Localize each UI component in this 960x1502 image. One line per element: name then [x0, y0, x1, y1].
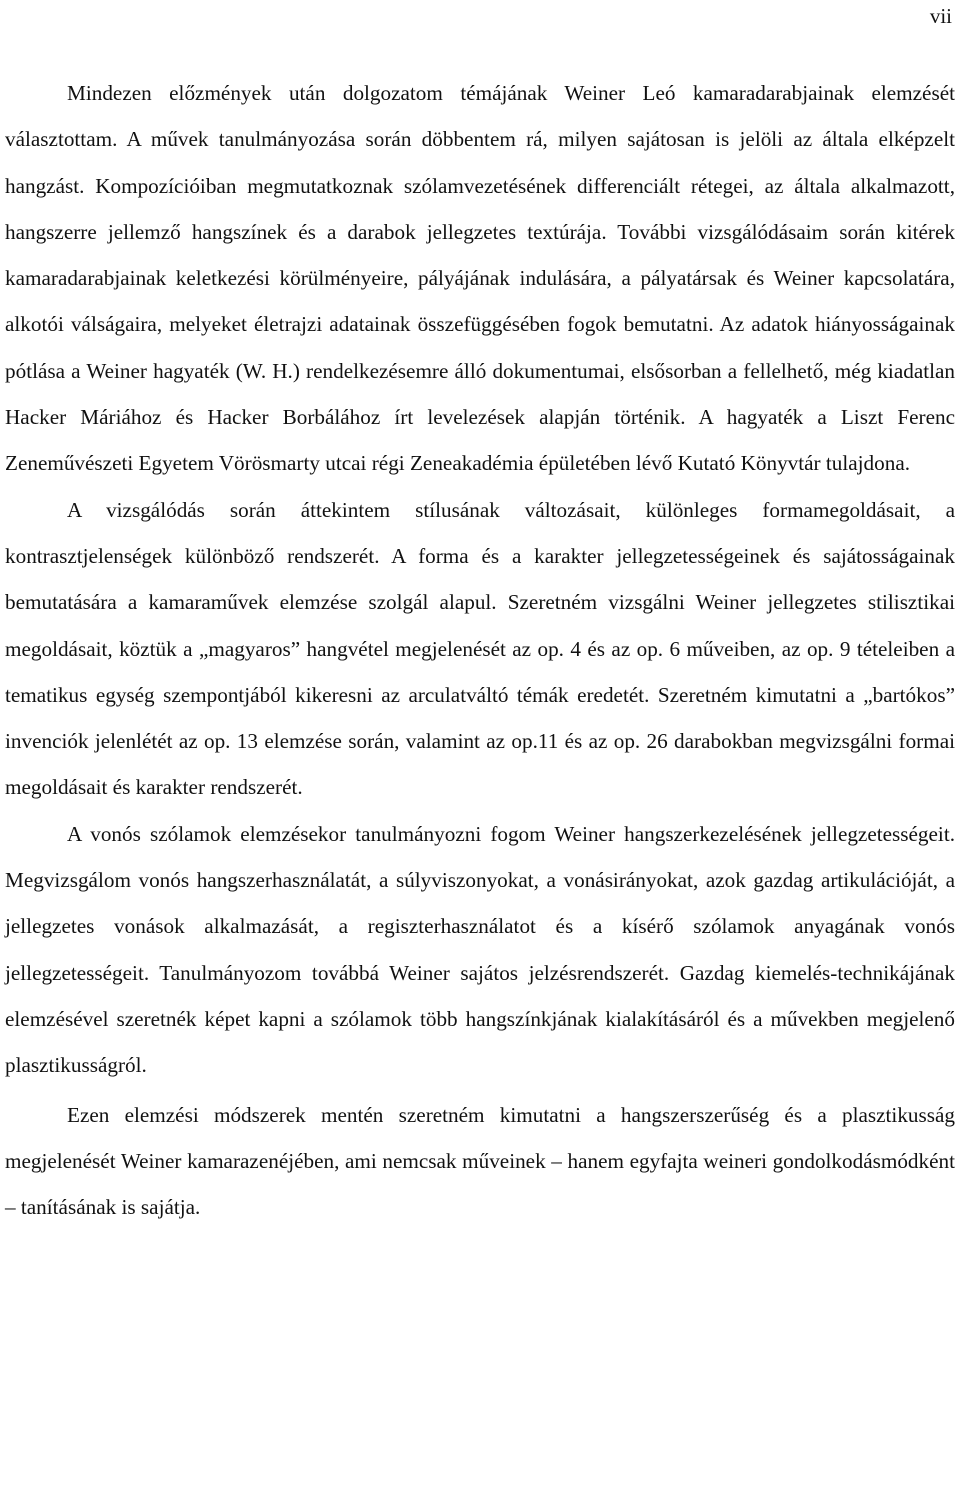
paragraph: Mindezen előzmények után dolgozatom témájának Weiner Leó kamaradarabjainak elemzését választottam. A művek tanulmányozása során döbbentem rá, milyen sajátosan is jelöli az általa elképzelt hangzást. Kompozícióiban megmutatkoznak szólamvezetésének differenciált rétegei, az általa alkalmazott, hangszerre jellemző hangszínek és a darabok jellegzetes textúrája. További vizsgálódásaim során kitérek kamaradarabjainak keletkezési körülményeire, pályájának indulására, a pályatársak és Weiner kapcsolatára, alkotói válságaira, melyeket életrajzi adatainak összefüggésében fogok bemutatni. Az adatok hiányosságainak pótlása a Weiner hagyaték (W. H.) rendelkezésemre álló dokumentumai, elsősorban a fellelhető, még kiadatlan Hacker Máriához és Hacker Borbálához írt levelezések alapján történik. A hagyaték a Liszt Ferenc Zeneművészeti Egyetem Vörösmarty utcai régi Zeneakadémia épületében lévő Kutató Könyvtár tulajdona.	[5, 81, 955, 476]
document-body	[5, 70, 955, 1230]
page-number: vii	[929, 4, 952, 28]
paragraph: A vizsgálódás során áttekintem stílusának változásait, különleges formamegoldásait, a kontrasztjelenségek különböző rendszerét. A forma és a karakter jellegzetességeinek és sajátosságainak bemutatására a kamaraművek elemzése szolgál alapul. Szeretném vizsgálni Weiner jellegzetes stilisztikai megoldásait, köztük a „magyaros” hangvétel megjelenését az op. 4 és az op. 6 műveiben, az op. 9 tételeiben a tematikus egység szempontjából kikeresni az arculatváltó témák eredetét. Szeretném kimutatni a „bartókos” invenciók jelenlétét az op. 13 elemzése során, valamint az op.11 és az op. 26 darabokban megvizsgálni formai megoldásait és karakter rendszerét.	[5, 497, 955, 800]
paragraph: Ezen elemzési módszerek mentén szeretném kimutatni a hangszerszerűség és a plasztikusság megjelenését Weiner kamarazenéjében, ami nemcsak műveinek – hanem egyfajta weineri gondolkodásmódként – tanításának is sajátja.	[5, 1102, 955, 1220]
paragraph: A vonós szólamok elemzésekor tanulmányozni fogom Weiner hangszerkezelésének jellegzetességeit. Megvizsgálom vonós hangszerhasználatát, a súlyviszonyokat, a vonásirányokat, azok gazdag artikulációját, a jellegzetes vonások alkalmazását, a regiszterhasználatot és a kísérő szólamok anyagának vonós jellegzetességeit. Tanulmányozom továbbá Weiner sajátos jelzésrendszerét. Gazdag kiemelés-technikájának elemzésével szeretnék képet kapni a szólamok több hangszínkjának kialakításáról és a művekben megjelenő plasztikusságról.	[5, 821, 955, 1078]
